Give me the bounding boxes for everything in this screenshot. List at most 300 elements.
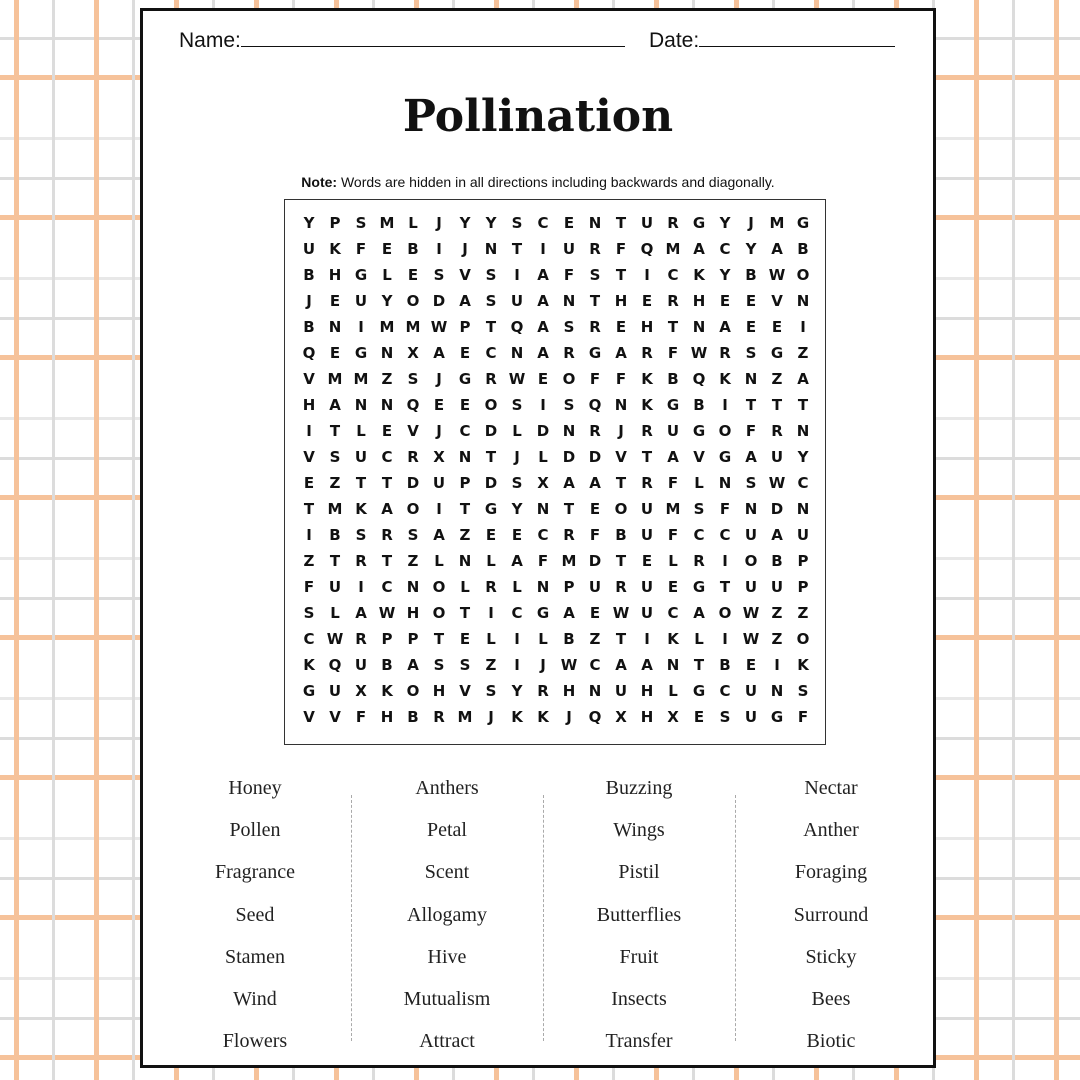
grid-letter[interactable]: W	[560, 656, 578, 674]
grid-letter[interactable]: J	[748, 214, 754, 232]
grid-letter[interactable]: P	[459, 318, 471, 336]
grid-letter[interactable]: I	[540, 396, 546, 414]
grid-letter[interactable]: L	[512, 578, 522, 596]
grid-letter[interactable]: T	[563, 500, 575, 518]
grid-letter[interactable]: S	[355, 214, 367, 232]
grid-letter[interactable]: N	[796, 500, 810, 518]
date-blank-line[interactable]	[699, 30, 895, 47]
grid-letter[interactable]: R	[563, 344, 575, 362]
grid-letter[interactable]: W	[690, 344, 708, 362]
grid-letter[interactable]: P	[381, 630, 393, 648]
grid-letter[interactable]: P	[797, 552, 809, 570]
grid-letter[interactable]: I	[722, 630, 728, 648]
grid-letter[interactable]: K	[641, 396, 653, 414]
grid-letter[interactable]: B	[329, 526, 341, 544]
grid-letter[interactable]: Z	[459, 526, 471, 544]
grid-letter[interactable]: N	[380, 344, 394, 362]
grid-letter[interactable]: E	[303, 474, 315, 492]
grid-letter[interactable]: B	[615, 526, 627, 544]
grid-letter[interactable]: U	[614, 682, 628, 700]
grid-letter[interactable]: J	[436, 214, 442, 232]
grid-letter[interactable]: H	[640, 682, 654, 700]
grid-letter[interactable]: G	[536, 604, 550, 622]
grid-letter[interactable]: D	[562, 448, 576, 466]
grid-letter[interactable]: O	[432, 604, 446, 622]
grid-letter[interactable]: G	[692, 578, 706, 596]
grid-letter[interactable]: J	[306, 292, 312, 310]
grid-letter[interactable]: E	[719, 292, 731, 310]
grid-letter[interactable]: O	[432, 578, 446, 596]
grid-letter[interactable]: N	[562, 292, 576, 310]
grid-letter[interactable]: R	[485, 370, 497, 388]
grid-letter[interactable]: L	[382, 266, 392, 284]
grid-letter[interactable]: A	[641, 656, 653, 674]
grid-letter[interactable]: K	[537, 708, 549, 726]
grid-letter[interactable]: L	[538, 630, 548, 648]
grid-letter[interactable]: W	[326, 630, 344, 648]
grid-letter[interactable]: R	[355, 552, 367, 570]
grid-letter[interactable]: R	[719, 344, 731, 362]
grid-letter[interactable]: M	[665, 500, 681, 518]
grid-letter[interactable]: I	[436, 500, 442, 518]
grid-letter[interactable]: A	[563, 474, 575, 492]
grid-letter[interactable]: R	[693, 552, 705, 570]
grid-letter[interactable]: O	[744, 552, 758, 570]
grid-letter[interactable]: S	[459, 656, 471, 674]
grid-letter[interactable]: M	[327, 370, 343, 388]
grid-letter[interactable]: K	[719, 370, 731, 388]
grid-letter[interactable]: L	[512, 422, 522, 440]
grid-letter[interactable]: E	[667, 578, 679, 596]
grid-letter[interactable]: U	[354, 292, 368, 310]
grid-letter[interactable]: H	[640, 708, 654, 726]
grid-letter[interactable]: U	[640, 500, 654, 518]
grid-letter[interactable]: R	[641, 474, 653, 492]
grid-letter[interactable]: S	[745, 344, 757, 362]
grid-letter[interactable]: H	[562, 682, 576, 700]
grid-letter[interactable]: L	[486, 552, 496, 570]
grid-letter[interactable]: M	[457, 708, 473, 726]
grid-letter[interactable]: N	[796, 422, 810, 440]
grid-letter[interactable]: N	[484, 240, 498, 258]
grid-letter[interactable]: Z	[797, 604, 809, 622]
grid-letter[interactable]: B	[745, 266, 757, 284]
name-field[interactable]	[179, 29, 625, 53]
grid-letter[interactable]: I	[514, 630, 520, 648]
grid-letter[interactable]: R	[589, 318, 601, 336]
grid-letter[interactable]: T	[355, 474, 367, 492]
grid-letter[interactable]: G	[458, 370, 472, 388]
grid-letter[interactable]: A	[797, 370, 809, 388]
grid-letter[interactable]: N	[328, 318, 342, 336]
grid-letter[interactable]: S	[511, 214, 523, 232]
grid-letter[interactable]: S	[407, 370, 419, 388]
grid-letter[interactable]: B	[407, 240, 419, 258]
grid-letter[interactable]: U	[640, 214, 654, 232]
grid-letter[interactable]: N	[744, 370, 758, 388]
grid-letter[interactable]: V	[303, 708, 315, 726]
grid-letter[interactable]: I	[358, 318, 364, 336]
grid-letter[interactable]: K	[797, 656, 809, 674]
grid-letter[interactable]: C	[303, 630, 315, 648]
grid-letter[interactable]: J	[488, 708, 494, 726]
grid-letter[interactable]: R	[407, 448, 419, 466]
grid-letter[interactable]: M	[561, 552, 577, 570]
grid-letter[interactable]: R	[589, 240, 601, 258]
grid-letter[interactable]: R	[433, 708, 445, 726]
grid-letter[interactable]: O	[406, 500, 420, 518]
grid-letter[interactable]: C	[797, 474, 809, 492]
grid-letter[interactable]: K	[355, 500, 367, 518]
grid-letter[interactable]: P	[459, 474, 471, 492]
grid-letter[interactable]: I	[722, 552, 728, 570]
grid-letter[interactable]: F	[563, 266, 575, 284]
grid-letter[interactable]: X	[433, 448, 445, 466]
grid-letter[interactable]: L	[694, 474, 704, 492]
grid-letter[interactable]: V	[771, 292, 783, 310]
grid-letter[interactable]: S	[485, 682, 497, 700]
grid-letter[interactable]: S	[485, 292, 497, 310]
grid-letter[interactable]: B	[381, 656, 393, 674]
grid-letter[interactable]: G	[692, 682, 706, 700]
grid-letter[interactable]: F	[667, 526, 679, 544]
grid-letter[interactable]: S	[303, 604, 315, 622]
grid-letter[interactable]: I	[488, 604, 494, 622]
grid-letter[interactable]: G	[770, 708, 784, 726]
grid-letter[interactable]: T	[381, 552, 393, 570]
grid-letter[interactable]: Z	[797, 344, 809, 362]
grid-letter[interactable]: A	[537, 292, 549, 310]
grid-letter[interactable]: U	[770, 578, 784, 596]
grid-letter[interactable]: A	[459, 292, 471, 310]
grid-letter[interactable]: Y	[719, 214, 731, 232]
grid-letter[interactable]: C	[667, 604, 679, 622]
date-field[interactable]	[649, 29, 895, 53]
grid-letter[interactable]: P	[563, 578, 575, 596]
grid-letter[interactable]: U	[770, 448, 784, 466]
grid-letter[interactable]: Q	[588, 396, 602, 414]
grid-letter[interactable]: N	[718, 474, 732, 492]
grid-letter[interactable]: C	[589, 656, 601, 674]
grid-letter[interactable]: E	[537, 370, 549, 388]
grid-letter[interactable]: U	[666, 422, 680, 440]
grid-letter[interactable]: A	[719, 318, 731, 336]
grid-letter[interactable]: F	[589, 370, 601, 388]
grid-letter[interactable]: A	[433, 526, 445, 544]
grid-letter[interactable]: V	[459, 682, 471, 700]
grid-letter[interactable]: L	[434, 552, 444, 570]
grid-letter[interactable]: K	[667, 630, 679, 648]
grid-letter[interactable]: P	[329, 214, 341, 232]
grid-letter[interactable]: A	[615, 344, 627, 362]
grid-letter[interactable]: T	[641, 448, 653, 466]
grid-letter[interactable]: H	[692, 292, 706, 310]
grid-letter[interactable]: T	[329, 422, 341, 440]
grid-letter[interactable]: K	[381, 682, 393, 700]
grid-letter[interactable]: Q	[510, 318, 524, 336]
grid-letter[interactable]: U	[328, 578, 342, 596]
grid-letter[interactable]: B	[719, 656, 731, 674]
grid-letter[interactable]: O	[614, 500, 628, 518]
grid-letter[interactable]: R	[485, 578, 497, 596]
grid-letter[interactable]: S	[745, 474, 757, 492]
grid-letter[interactable]: O	[796, 266, 810, 284]
grid-letter[interactable]: A	[771, 240, 783, 258]
grid-letter[interactable]: G	[302, 682, 316, 700]
grid-letter[interactable]: I	[306, 526, 312, 544]
grid-letter[interactable]: Y	[459, 214, 471, 232]
grid-letter[interactable]: Z	[303, 552, 315, 570]
grid-letter[interactable]: M	[379, 318, 395, 336]
grid-letter[interactable]: Z	[485, 656, 497, 674]
grid-letter[interactable]: S	[563, 318, 575, 336]
grid-letter[interactable]: E	[485, 526, 497, 544]
grid-letter[interactable]: R	[563, 526, 575, 544]
grid-letter[interactable]: D	[484, 474, 498, 492]
grid-letter[interactable]: B	[797, 240, 809, 258]
grid-letter[interactable]: S	[719, 708, 731, 726]
grid-letter[interactable]: K	[693, 266, 705, 284]
grid-letter[interactable]: K	[511, 708, 523, 726]
grid-letter[interactable]: W	[742, 604, 760, 622]
grid-letter[interactable]: A	[537, 266, 549, 284]
grid-letter[interactable]: L	[330, 604, 340, 622]
grid-letter[interactable]: A	[771, 526, 783, 544]
grid-letter[interactable]: J	[436, 370, 442, 388]
grid-letter[interactable]: Y	[511, 500, 523, 518]
grid-letter[interactable]: B	[771, 552, 783, 570]
grid-letter[interactable]: C	[719, 526, 731, 544]
grid-letter[interactable]: B	[667, 370, 679, 388]
grid-letter[interactable]: G	[770, 344, 784, 362]
grid-letter[interactable]: G	[354, 344, 368, 362]
grid-letter[interactable]: T	[797, 396, 809, 414]
grid-letter[interactable]: T	[303, 500, 315, 518]
grid-letter[interactable]: U	[510, 292, 524, 310]
grid-letter[interactable]: J	[540, 656, 546, 674]
grid-letter[interactable]: D	[406, 474, 420, 492]
grid-letter[interactable]: T	[589, 292, 601, 310]
grid-letter[interactable]: K	[303, 656, 315, 674]
grid-letter[interactable]: T	[615, 552, 627, 570]
grid-letter[interactable]: A	[433, 344, 445, 362]
grid-letter[interactable]: W	[508, 370, 526, 388]
grid-letter[interactable]: M	[353, 370, 369, 388]
grid-letter[interactable]: Y	[485, 214, 497, 232]
grid-letter[interactable]: I	[644, 266, 650, 284]
grid-letter[interactable]: O	[484, 396, 498, 414]
grid-letter[interactable]: F	[667, 474, 679, 492]
grid-letter[interactable]: Y	[303, 214, 315, 232]
grid-letter[interactable]: S	[355, 526, 367, 544]
grid-letter[interactable]: N	[458, 552, 472, 570]
grid-letter[interactable]: Z	[407, 552, 419, 570]
grid-letter[interactable]: T	[459, 500, 471, 518]
grid-letter[interactable]: I	[800, 318, 806, 336]
grid-letter[interactable]: U	[432, 474, 446, 492]
grid-letter[interactable]: T	[485, 318, 497, 336]
grid-letter[interactable]: N	[614, 396, 628, 414]
grid-letter[interactable]: D	[588, 552, 602, 570]
grid-letter[interactable]: C	[537, 214, 549, 232]
grid-letter[interactable]: Y	[381, 292, 393, 310]
grid-letter[interactable]: T	[459, 604, 471, 622]
grid-letter[interactable]: B	[303, 318, 315, 336]
grid-letter[interactable]: G	[796, 214, 810, 232]
grid-letter[interactable]: I	[306, 422, 312, 440]
grid-letter[interactable]: Z	[771, 370, 783, 388]
grid-letter[interactable]: T	[511, 240, 523, 258]
grid-letter[interactable]: T	[745, 396, 757, 414]
grid-letter[interactable]: J	[462, 240, 468, 258]
grid-letter[interactable]: R	[615, 578, 627, 596]
grid-letter[interactable]: O	[796, 630, 810, 648]
grid-letter[interactable]: D	[484, 422, 498, 440]
grid-letter[interactable]: Q	[692, 370, 706, 388]
grid-letter[interactable]: F	[303, 578, 315, 596]
grid-letter[interactable]: S	[433, 266, 445, 284]
grid-letter[interactable]: V	[303, 448, 315, 466]
grid-letter[interactable]: B	[303, 266, 315, 284]
grid-letter[interactable]: Z	[589, 630, 601, 648]
grid-letter[interactable]: W	[742, 630, 760, 648]
grid-letter[interactable]: C	[459, 422, 471, 440]
grid-letter[interactable]: T	[719, 578, 731, 596]
grid-letter[interactable]: H	[640, 318, 654, 336]
grid-letter[interactable]: T	[667, 318, 679, 336]
grid-letter[interactable]: L	[668, 552, 678, 570]
grid-letter[interactable]: V	[615, 448, 627, 466]
grid-letter[interactable]: A	[329, 396, 341, 414]
grid-letter[interactable]: X	[537, 474, 549, 492]
grid-letter[interactable]: U	[640, 604, 654, 622]
grid-letter[interactable]: F	[355, 708, 367, 726]
grid-letter[interactable]: E	[745, 318, 757, 336]
grid-letter[interactable]: R	[537, 682, 549, 700]
grid-letter[interactable]: U	[354, 448, 368, 466]
grid-letter[interactable]: X	[615, 708, 627, 726]
grid-letter[interactable]: A	[537, 344, 549, 362]
grid-letter[interactable]: U	[744, 526, 758, 544]
name-blank-line[interactable]	[241, 30, 625, 47]
grid-letter[interactable]: O	[718, 604, 732, 622]
grid-letter[interactable]: J	[566, 708, 572, 726]
grid-letter[interactable]: U	[328, 682, 342, 700]
grid-letter[interactable]: I	[644, 630, 650, 648]
grid-letter[interactable]: T	[433, 630, 445, 648]
grid-letter[interactable]: T	[615, 474, 627, 492]
grid-letter[interactable]: G	[484, 500, 498, 518]
grid-letter[interactable]: U	[302, 240, 316, 258]
grid-letter[interactable]: W	[430, 318, 448, 336]
grid-letter[interactable]: H	[614, 292, 628, 310]
grid-letter[interactable]: X	[407, 344, 419, 362]
grid-letter[interactable]: C	[381, 448, 393, 466]
grid-letter[interactable]: A	[563, 604, 575, 622]
grid-letter[interactable]: U	[562, 240, 576, 258]
grid-letter[interactable]: G	[718, 448, 732, 466]
grid-letter[interactable]: M	[405, 318, 421, 336]
grid-letter[interactable]: F	[537, 552, 549, 570]
grid-letter[interactable]: A	[693, 240, 705, 258]
grid-letter[interactable]: I	[436, 240, 442, 258]
grid-letter[interactable]: E	[459, 396, 471, 414]
grid-letter[interactable]: L	[486, 630, 496, 648]
grid-letter[interactable]: R	[667, 214, 679, 232]
grid-letter[interactable]: Z	[771, 630, 783, 648]
grid-letter[interactable]: F	[615, 370, 627, 388]
grid-letter[interactable]: V	[329, 708, 341, 726]
grid-letter[interactable]: I	[514, 266, 520, 284]
grid-letter[interactable]: A	[745, 448, 757, 466]
grid-letter[interactable]: S	[485, 266, 497, 284]
grid-letter[interactable]: N	[406, 578, 420, 596]
grid-letter[interactable]: R	[667, 292, 679, 310]
grid-letter[interactable]: D	[588, 448, 602, 466]
grid-letter[interactable]: T	[615, 266, 627, 284]
grid-letter[interactable]: E	[771, 318, 783, 336]
grid-letter[interactable]: Q	[588, 708, 602, 726]
grid-letter[interactable]: I	[774, 656, 780, 674]
grid-letter[interactable]: U	[744, 708, 758, 726]
grid-letter[interactable]: M	[379, 214, 395, 232]
grid-letter[interactable]: N	[354, 396, 368, 414]
grid-letter[interactable]: E	[407, 266, 419, 284]
grid-letter[interactable]: L	[356, 422, 366, 440]
grid-letter[interactable]: C	[537, 526, 549, 544]
grid-letter[interactable]: R	[355, 630, 367, 648]
grid-letter[interactable]: E	[589, 500, 601, 518]
grid-letter[interactable]: A	[537, 318, 549, 336]
grid-letter[interactable]: C	[511, 604, 523, 622]
grid-letter[interactable]: V	[407, 422, 419, 440]
grid-letter[interactable]: S	[329, 448, 341, 466]
grid-letter[interactable]: C	[667, 266, 679, 284]
grid-letter[interactable]: F	[745, 422, 757, 440]
grid-letter[interactable]: U	[354, 656, 368, 674]
grid-letter[interactable]: U	[640, 578, 654, 596]
grid-letter[interactable]: R	[381, 526, 393, 544]
grid-letter[interactable]: J	[436, 422, 442, 440]
grid-letter[interactable]: O	[406, 682, 420, 700]
grid-letter[interactable]: R	[641, 422, 653, 440]
grid-letter[interactable]: H	[432, 682, 446, 700]
grid-letter[interactable]: K	[641, 370, 653, 388]
grid-letter[interactable]: Z	[329, 474, 341, 492]
grid-letter[interactable]: Q	[406, 396, 420, 414]
grid-letter[interactable]: Y	[511, 682, 523, 700]
grid-letter[interactable]: N	[588, 214, 602, 232]
grid-letter[interactable]: M	[665, 240, 681, 258]
grid-letter[interactable]: E	[381, 422, 393, 440]
grid-letter[interactable]: T	[615, 630, 627, 648]
grid-letter[interactable]: H	[406, 604, 420, 622]
grid-letter[interactable]: H	[380, 708, 394, 726]
grid-letter[interactable]: D	[536, 422, 550, 440]
grid-letter[interactable]: A	[407, 656, 419, 674]
grid-letter[interactable]: J	[514, 448, 520, 466]
grid-letter[interactable]: S	[693, 500, 705, 518]
grid-letter[interactable]: F	[667, 344, 679, 362]
grid-letter[interactable]: T	[381, 474, 393, 492]
grid-letter[interactable]: T	[693, 656, 705, 674]
grid-letter[interactable]: B	[407, 708, 419, 726]
grid-letter[interactable]: N	[510, 344, 524, 362]
grid-letter[interactable]: N	[458, 448, 472, 466]
grid-letter[interactable]: O	[406, 292, 420, 310]
grid-letter[interactable]: D	[432, 292, 446, 310]
grid-letter[interactable]: N	[536, 578, 550, 596]
